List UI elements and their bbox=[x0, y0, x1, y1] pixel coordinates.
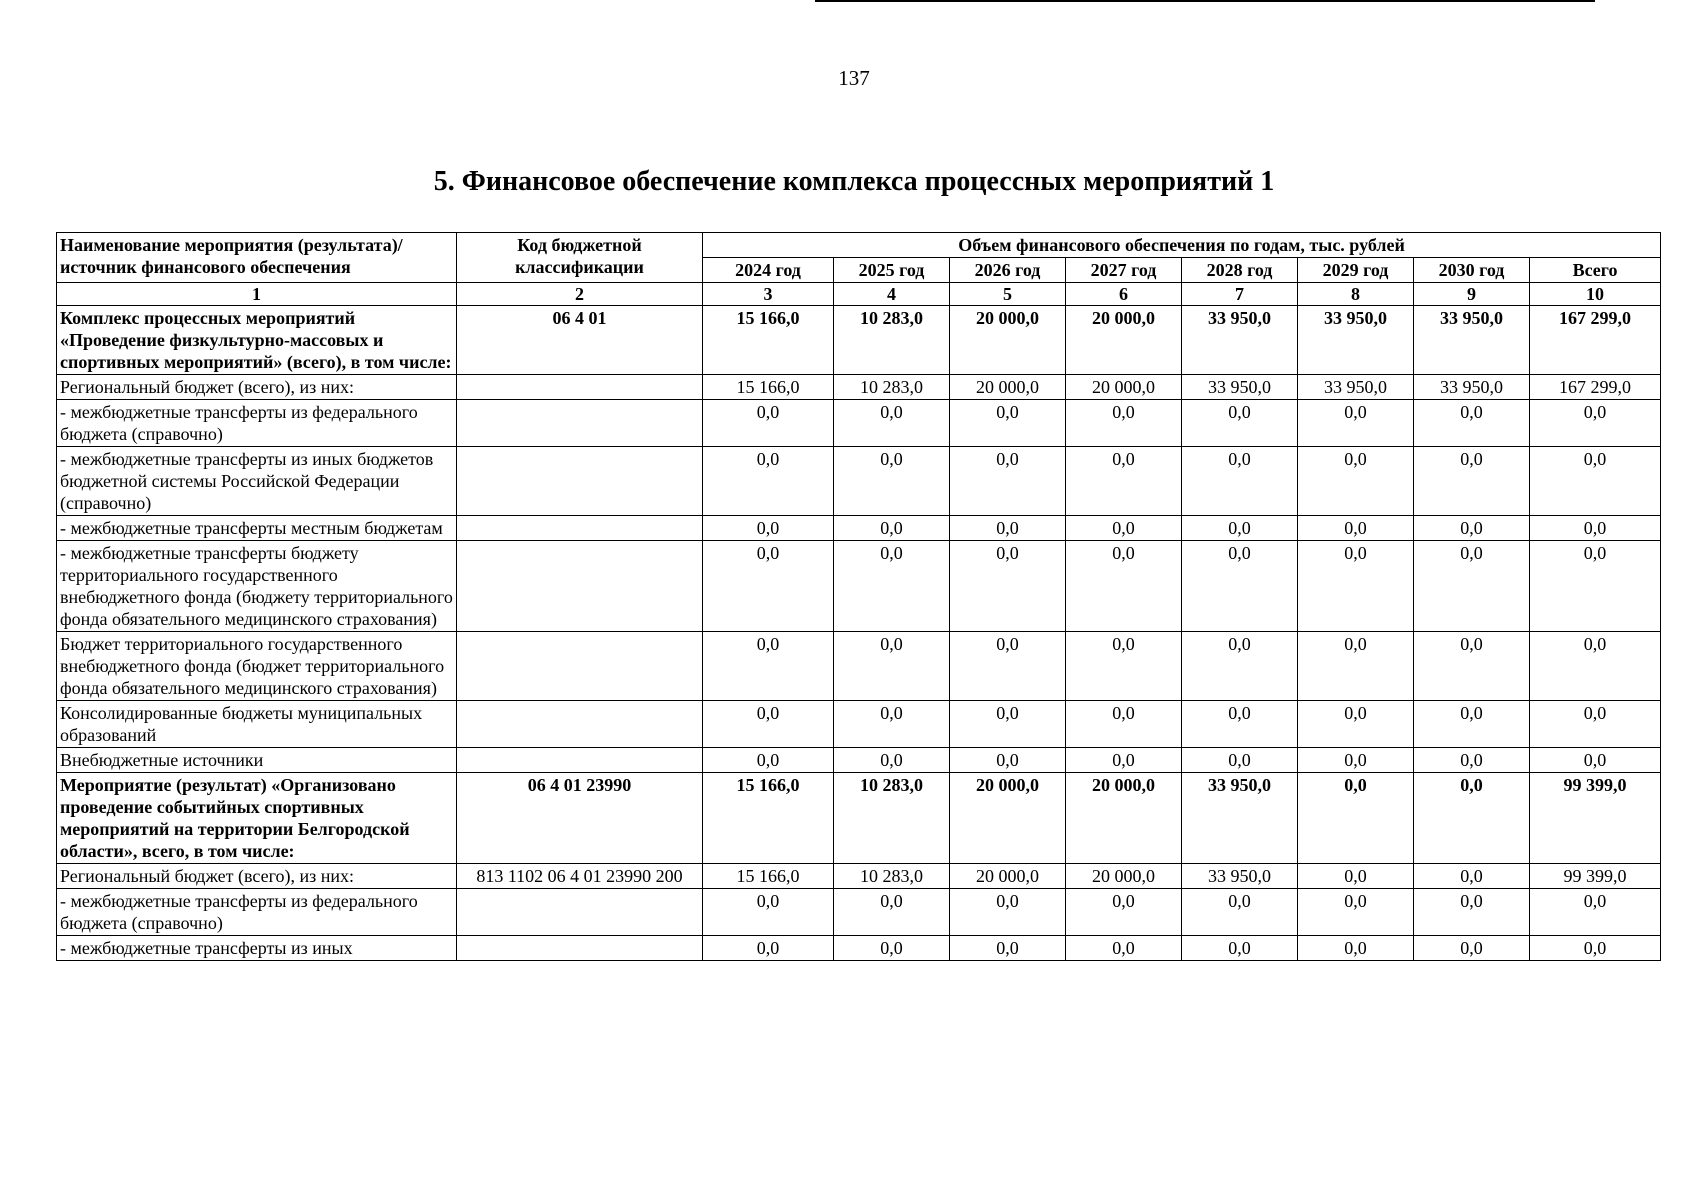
table-row bbox=[57, 400, 1661, 447]
row-value: 0,0 bbox=[1066, 400, 1182, 447]
column-number: 10 bbox=[1530, 283, 1661, 306]
row-name: - межбюджетные трансферты из федерального бюджета (справочно) bbox=[57, 889, 457, 936]
row-value: 0,0 bbox=[1414, 748, 1530, 773]
table-row bbox=[57, 632, 1661, 701]
row-value: 33 950,0 bbox=[1298, 375, 1414, 400]
column-number-row bbox=[57, 283, 1661, 306]
column-number: 8 bbox=[1298, 283, 1414, 306]
row-value: 0,0 bbox=[950, 748, 1066, 773]
row-value: 0,0 bbox=[1298, 773, 1414, 864]
row-value: 33 950,0 bbox=[1182, 375, 1298, 400]
row-value: 15 166,0 bbox=[703, 375, 834, 400]
row-value: 0,0 bbox=[1414, 447, 1530, 516]
top-rule bbox=[815, 0, 1595, 2]
row-value: 0,0 bbox=[950, 447, 1066, 516]
row-code bbox=[457, 748, 703, 773]
header-year: 2030 год bbox=[1414, 258, 1530, 283]
row-value: 20 000,0 bbox=[950, 306, 1066, 375]
table-row bbox=[57, 375, 1661, 400]
table-row bbox=[57, 306, 1661, 375]
column-number: 5 bbox=[950, 283, 1066, 306]
table-row bbox=[57, 541, 1661, 632]
row-value: 0,0 bbox=[703, 701, 834, 748]
row-value: 0,0 bbox=[1066, 701, 1182, 748]
row-value: 0,0 bbox=[1182, 889, 1298, 936]
row-value: 0,0 bbox=[1066, 936, 1182, 961]
row-value: 0,0 bbox=[703, 632, 834, 701]
row-value: 33 950,0 bbox=[1298, 306, 1414, 375]
header-year: 2029 год bbox=[1298, 258, 1414, 283]
row-value: 0,0 bbox=[1182, 748, 1298, 773]
row-value: 0,0 bbox=[1414, 701, 1530, 748]
row-value: 0,0 bbox=[834, 400, 950, 447]
row-value: 20 000,0 bbox=[1066, 306, 1182, 375]
header-total: Всего bbox=[1530, 258, 1661, 283]
row-value: 0,0 bbox=[834, 632, 950, 701]
row-value: 0,0 bbox=[1066, 541, 1182, 632]
row-value: 0,0 bbox=[834, 936, 950, 961]
header-volume-group: Объем финансового обеспечения по годам, тыс. рублей bbox=[703, 233, 1661, 258]
table-row bbox=[57, 773, 1661, 864]
row-name: Региональный бюджет (всего), из них: bbox=[57, 375, 457, 400]
row-value: 0,0 bbox=[703, 400, 834, 447]
header-year: 2026 год bbox=[950, 258, 1066, 283]
row-value: 10 283,0 bbox=[834, 375, 950, 400]
row-value: 20 000,0 bbox=[1066, 773, 1182, 864]
row-value: 33 950,0 bbox=[1414, 306, 1530, 375]
row-code: 06 4 01 bbox=[457, 306, 703, 375]
table-row bbox=[57, 516, 1661, 541]
row-value: 0,0 bbox=[834, 447, 950, 516]
row-value: 0,0 bbox=[1298, 889, 1414, 936]
row-value: 0,0 bbox=[1182, 632, 1298, 701]
row-value: 0,0 bbox=[1298, 936, 1414, 961]
column-number: 1 bbox=[57, 283, 457, 306]
table-row bbox=[57, 864, 1661, 889]
row-value: 0,0 bbox=[950, 516, 1066, 541]
row-value: 20 000,0 bbox=[1066, 375, 1182, 400]
row-value: 0,0 bbox=[834, 889, 950, 936]
row-value: 0,0 bbox=[834, 748, 950, 773]
header-year: 2028 год bbox=[1182, 258, 1298, 283]
table-row bbox=[57, 936, 1661, 961]
header-year: 2027 год bbox=[1066, 258, 1182, 283]
row-value: 20 000,0 bbox=[950, 864, 1066, 889]
row-value: 33 950,0 bbox=[1182, 306, 1298, 375]
row-value: 0,0 bbox=[1414, 400, 1530, 447]
row-value: 0,0 bbox=[1066, 447, 1182, 516]
row-value: 20 000,0 bbox=[950, 375, 1066, 400]
row-value: 0,0 bbox=[1298, 516, 1414, 541]
column-number: 3 bbox=[703, 283, 834, 306]
row-value: 0,0 bbox=[950, 936, 1066, 961]
row-code bbox=[457, 516, 703, 541]
row-name: Консолидированные бюджеты муниципальных образований bbox=[57, 701, 457, 748]
row-value: 0,0 bbox=[1414, 516, 1530, 541]
row-value: 15 166,0 bbox=[703, 864, 834, 889]
column-number: 2 bbox=[457, 283, 703, 306]
row-value: 15 166,0 bbox=[703, 773, 834, 864]
row-value: 0,0 bbox=[1530, 889, 1661, 936]
row-value: 0,0 bbox=[1530, 516, 1661, 541]
row-code bbox=[457, 375, 703, 400]
page-title: 5. Финансовое обеспечение комплекса процессных мероприятий 1 bbox=[433, 166, 1275, 197]
row-value: 0,0 bbox=[703, 541, 834, 632]
financing-table bbox=[56, 232, 1661, 961]
row-name: Комплекс процессных мероприятий «Проведение физкультурно-массовых и спортивных мероприятий» (всего), в том числе: bbox=[57, 306, 457, 375]
row-value: 0,0 bbox=[1182, 447, 1298, 516]
row-value: 0,0 bbox=[834, 541, 950, 632]
row-value: 0,0 bbox=[1414, 773, 1530, 864]
row-value: 0,0 bbox=[703, 447, 834, 516]
row-name: Бюджет территориального государственного внебюджетного фонда (бюджет территориального фонда обязательного медицинского страхования) bbox=[57, 632, 457, 701]
row-value: 0,0 bbox=[1066, 632, 1182, 701]
row-value: 20 000,0 bbox=[950, 773, 1066, 864]
row-value: 0,0 bbox=[1182, 936, 1298, 961]
row-value: 0,0 bbox=[1182, 541, 1298, 632]
row-value: 0,0 bbox=[1182, 400, 1298, 447]
row-value: 33 950,0 bbox=[1182, 773, 1298, 864]
column-number: 4 bbox=[834, 283, 950, 306]
row-name: - межбюджетные трансферты бюджету территориального государственного внебюджетного фонда (бюджету территориального фонда обязательного медицинского страхования) bbox=[57, 541, 457, 632]
row-value: 0,0 bbox=[703, 889, 834, 936]
table-row bbox=[57, 889, 1661, 936]
row-code bbox=[457, 889, 703, 936]
row-value: 99 399,0 bbox=[1530, 773, 1661, 864]
row-code bbox=[457, 936, 703, 961]
table-row bbox=[57, 701, 1661, 748]
row-value: 0,0 bbox=[950, 701, 1066, 748]
row-value: 0,0 bbox=[834, 701, 950, 748]
row-code bbox=[457, 632, 703, 701]
row-code bbox=[457, 541, 703, 632]
row-value: 0,0 bbox=[1530, 748, 1661, 773]
row-value: 0,0 bbox=[950, 400, 1066, 447]
row-name: - межбюджетные трансферты из иных bbox=[57, 936, 457, 961]
header-year: 2025 год bbox=[834, 258, 950, 283]
row-value: 0,0 bbox=[1298, 541, 1414, 632]
row-value: 0,0 bbox=[1530, 541, 1661, 632]
row-value: 0,0 bbox=[1530, 701, 1661, 748]
row-value: 0,0 bbox=[950, 541, 1066, 632]
row-value: 10 283,0 bbox=[834, 306, 950, 375]
row-value: 0,0 bbox=[1414, 889, 1530, 936]
row-name: Региональный бюджет (всего), из них: bbox=[57, 864, 457, 889]
row-code bbox=[457, 447, 703, 516]
row-value: 0,0 bbox=[1182, 701, 1298, 748]
column-number: 9 bbox=[1414, 283, 1530, 306]
row-value: 0,0 bbox=[1414, 632, 1530, 701]
table-row bbox=[57, 748, 1661, 773]
row-value: 0,0 bbox=[1414, 864, 1530, 889]
row-code: 06 4 01 23990 bbox=[457, 773, 703, 864]
row-code: 813 1102 06 4 01 23990 200 bbox=[457, 864, 703, 889]
row-name: - межбюджетные трансферты из иных бюджетов бюджетной системы Российской Федерации (справочно) bbox=[57, 447, 457, 516]
row-value: 0,0 bbox=[834, 516, 950, 541]
column-number: 6 bbox=[1066, 283, 1182, 306]
row-value: 0,0 bbox=[703, 516, 834, 541]
row-code bbox=[457, 400, 703, 447]
header-name: Наименование мероприятия (результата)/ источник финансового обеспечения bbox=[57, 233, 457, 283]
row-value: 0,0 bbox=[1298, 864, 1414, 889]
row-name: Мероприятие (результат) «Организовано проведение событийных спортивных мероприятий на территории Белгородской области», всего, в том числе: bbox=[57, 773, 457, 864]
row-value: 0,0 bbox=[1066, 748, 1182, 773]
row-value: 15 166,0 bbox=[703, 306, 834, 375]
row-value: 0,0 bbox=[1530, 400, 1661, 447]
row-value: 0,0 bbox=[1298, 748, 1414, 773]
page-number: 137 bbox=[838, 66, 870, 90]
table-body bbox=[57, 306, 1661, 961]
row-value: 33 950,0 bbox=[1182, 864, 1298, 889]
row-name: Внебюджетные источники bbox=[57, 748, 457, 773]
header-year: 2024 год bbox=[703, 258, 834, 283]
row-code bbox=[457, 701, 703, 748]
header-code: Код бюджетной классификации bbox=[457, 233, 703, 283]
header-row-1 bbox=[57, 233, 1661, 258]
row-value: 33 950,0 bbox=[1414, 375, 1530, 400]
row-value: 0,0 bbox=[950, 889, 1066, 936]
row-value: 10 283,0 bbox=[834, 864, 950, 889]
row-value: 0,0 bbox=[1298, 447, 1414, 516]
row-value: 0,0 bbox=[1066, 516, 1182, 541]
column-number: 7 bbox=[1182, 283, 1298, 306]
row-value: 0,0 bbox=[950, 632, 1066, 701]
row-value: 10 283,0 bbox=[834, 773, 950, 864]
row-value: 0,0 bbox=[1298, 701, 1414, 748]
table-row bbox=[57, 447, 1661, 516]
row-name: - межбюджетные трансферты из федерального бюджета (справочно) bbox=[57, 400, 457, 447]
row-value: 0,0 bbox=[1530, 447, 1661, 516]
row-value: 99 399,0 bbox=[1530, 864, 1661, 889]
row-value: 0,0 bbox=[1298, 632, 1414, 701]
row-value: 0,0 bbox=[1182, 516, 1298, 541]
row-value: 0,0 bbox=[1530, 936, 1661, 961]
row-value: 20 000,0 bbox=[1066, 864, 1182, 889]
row-value: 0,0 bbox=[1414, 936, 1530, 961]
row-value: 0,0 bbox=[1298, 400, 1414, 447]
row-value: 0,0 bbox=[1414, 541, 1530, 632]
row-value: 167 299,0 bbox=[1530, 375, 1661, 400]
row-name: - межбюджетные трансферты местным бюджетам bbox=[57, 516, 457, 541]
row-value: 0,0 bbox=[1066, 889, 1182, 936]
row-value: 0,0 bbox=[1530, 632, 1661, 701]
row-value: 0,0 bbox=[703, 936, 834, 961]
row-value: 167 299,0 bbox=[1530, 306, 1661, 375]
row-value: 0,0 bbox=[703, 748, 834, 773]
